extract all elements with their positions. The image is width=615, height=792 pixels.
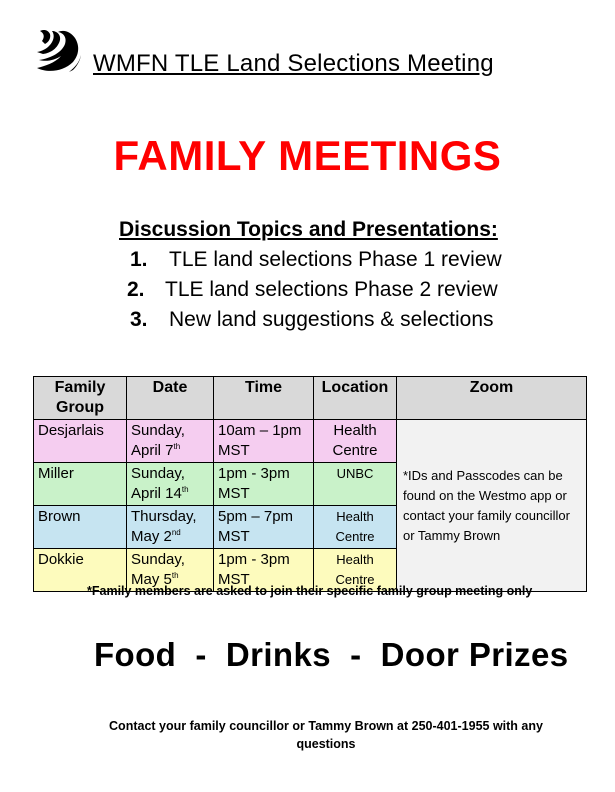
topics-heading: Discussion Topics and Presentations:	[119, 218, 498, 241]
column-header-location: Location	[314, 377, 397, 420]
prizes-banner: Food - Drinks - Door Prizes	[94, 636, 569, 673]
time-zone: MST	[218, 485, 250, 502]
date-suffix: th	[181, 485, 189, 494]
date-month-day: May 2	[131, 528, 172, 545]
topic-number: 1.	[130, 248, 148, 271]
family-cell: Miller	[34, 463, 127, 506]
date-suffix: th	[171, 571, 179, 580]
main-title: FAMILY MEETINGS	[113, 132, 502, 179]
contact-info: Contact your family councillor or Tammy Brown at 250-401-1955 with any questions	[109, 719, 543, 751]
time-zone: MST	[218, 442, 250, 459]
location-cell: Health Centre	[314, 420, 397, 463]
topic-text: TLE land selections Phase 2 review	[165, 278, 498, 301]
date-day: Sunday,	[131, 422, 185, 439]
topic-item	[130, 248, 502, 272]
table-row	[34, 420, 587, 463]
date-cell	[127, 420, 214, 463]
time-cell	[214, 463, 314, 506]
location-cell: Health Centre	[314, 506, 397, 549]
time-range: 1pm - 3pm	[218, 465, 290, 482]
family-cell: Desjarlais	[34, 420, 127, 463]
location-cell: UNBC	[314, 463, 397, 506]
date-suffix: nd	[171, 528, 181, 537]
time-cell	[214, 420, 314, 463]
zoom-info-cell: *IDs and Passcodes can be found on the Westmo app or contact your family councillor or Tammy Brown	[397, 420, 587, 592]
column-header-date: Date	[127, 377, 214, 420]
date-suffix: th	[173, 442, 181, 451]
date-cell	[127, 463, 214, 506]
topic-text: New land suggestions & selections	[169, 308, 494, 331]
time-zone: MST	[218, 528, 250, 545]
family-group-footnote: *Family members are asked to join their specific family group meeting only	[87, 584, 533, 598]
location-cell: Health Centre	[314, 549, 397, 592]
time-range: 10am – 1pm	[218, 422, 302, 439]
family-cell: Brown	[34, 506, 127, 549]
meetings-table	[33, 376, 587, 592]
topic-item	[127, 278, 498, 302]
column-header-zoom: Zoom	[397, 377, 587, 420]
column-header-time: Time	[214, 377, 314, 420]
family-cell: Dokkie	[34, 549, 127, 592]
swan-logo-icon	[33, 26, 83, 78]
topic-number: 2.	[127, 278, 145, 301]
topic-number: 3.	[130, 308, 148, 331]
time-range: 5pm – 7pm	[218, 508, 294, 525]
date-month-day: April 7	[131, 442, 174, 459]
date-cell	[127, 506, 214, 549]
date-day: Sunday,	[131, 551, 185, 568]
time-cell	[214, 506, 314, 549]
topic-item	[130, 308, 494, 332]
topic-text: TLE land selections Phase 1 review	[169, 248, 502, 271]
time-zone: MST	[218, 571, 250, 588]
column-header-family: Family Group	[34, 377, 127, 420]
date-month-day: May 5	[131, 571, 172, 588]
date-day: Sunday,	[131, 465, 185, 482]
date-day: Thursday,	[131, 508, 197, 525]
time-range: 1pm - 3pm	[218, 551, 290, 568]
page-header-title: WMFN TLE Land Selections Meeting	[93, 50, 494, 77]
table-header-row	[34, 377, 587, 420]
date-month-day: April 14	[131, 485, 182, 502]
